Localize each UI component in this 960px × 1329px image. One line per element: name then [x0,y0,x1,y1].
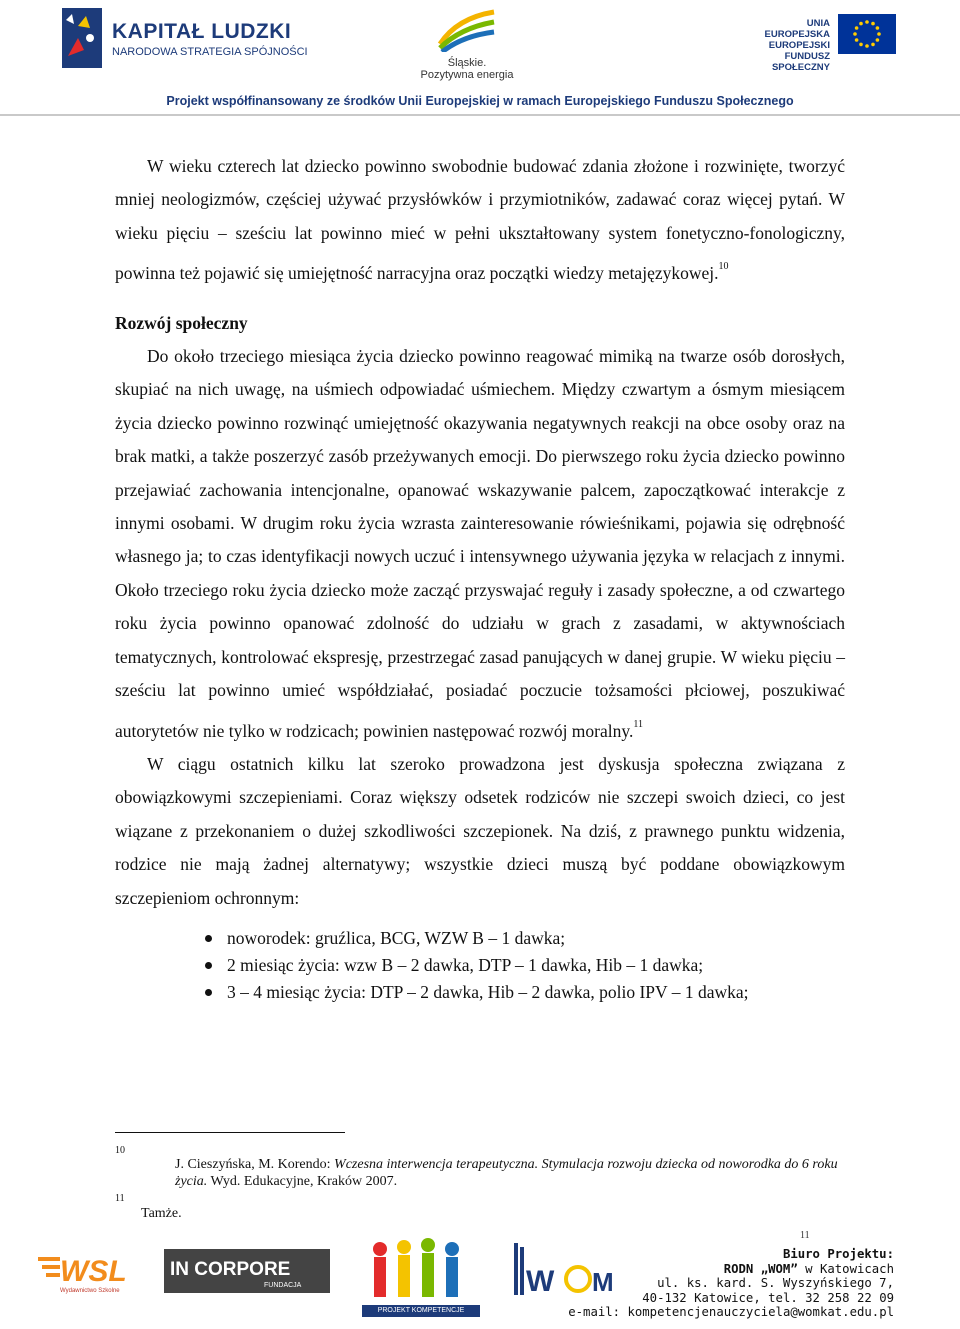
list-item: noworodek: gruźlica, BCG, WZW B – 1 dawka; [115,925,845,952]
header-divider [0,114,960,116]
eu-logo [740,14,920,73]
office-email: e-mail: kompetencjenauczyciela@womkat.edu.pl [568,1305,894,1320]
footnote-ref-11: 11 [633,718,644,730]
paragraph-vaccinations: W ciągu ostatnich kilku lat szeroko prowadzona jest dyskusja społeczna związana z obowiązkowymi szczepieniami. Coraz większy odsetek rodziców nie szczepi swoich dzieci, co jest wiązane z przekonaniem o dużej szkodliwości szczepionek. Na dziś, z prawnego punktu widzenia, rodzice nie mają żadnej alternatywy; wszystkie dzieci muszą być poddane obowiązkowym szczepieniom ochronnym: [115,753,845,908]
list-item: 2 miesiąc życia: wzw B – 2 dawka, DTP – 1 dawka, Hib – 1 dawka; [115,952,845,979]
footnote-10-authors: J. Cieszyńska, M. Korendo: [175,1157,331,1172]
office-line-1: RODN „WOM” w Katowicach [723,1261,894,1276]
paragraph-social-development [115,340,845,748]
wsl-logo [38,1247,150,1295]
footnote-10-title: Wczesna interwencja terapeutyczna. Stymulacja rozwoju dziecka od noworodka do 6 roku życia. [175,1157,838,1189]
in-corpore-name: IN CORPORE [170,1259,291,1280]
paragraph-1-text: W wieku czterech lat dziecko powinno swobodnie budować zdania złożone i rozwinięte, tworzyć mniej neologizmów, częściej używać przysłówków i przymiotników, zadawać coraz więcej pytań. W wieku pięciu – sześciu lat powinno mieć w pełni ukształtowany system fonetyczno-fonologiczny, powinna też pojawić się umiejętność narracyjna oraz początki wiedzy metajęzykowej. [115,156,845,284]
office-address: ul. ks. kard. S. Wyszyńskiego 7, [657,1276,894,1291]
kapital-ludzki-title: KAPITAŁ LUDZKI [112,20,292,43]
document-body [115,150,845,1006]
page-footer [0,1235,960,1326]
list-item: 3 – 4 miesiąc życia: DTP – 2 dawka, Hib – 2 dawka, polio IPV – 1 dawka; [115,979,845,1006]
slaskie-tagline: Pozytywna energia [420,69,514,81]
office-phone: 40-132 Katowice, tel. 32 258 22 09 [642,1290,894,1305]
footnote-ref-10: 10 [718,261,729,273]
eu-line-3: FUNDUSZ SPOŁECZNY [771,51,830,73]
slaskie-waves-icon [432,6,502,52]
project-office-info [568,1247,894,1320]
slaskie-name: Śląskie. [447,57,487,69]
eu-line-1: UNIA EUROPEJSKA [764,18,830,40]
kapital-ludzki-logo [62,8,362,70]
paragraph-speech-development [115,150,845,291]
wsl-logo-icon [38,1247,150,1295]
office-title: Biuro Projektu: [782,1247,894,1261]
paragraph-2-text: Do około trzeciego miesiąca życia dziecko powinno reagować mimiką na twarze osób dorosłych, skupiać na nich uwagę, na uśmiech odpowiadać uśmiechem. Między czwartym a ósmym miesiącem życia dziecko powinno rozwinąć umiejętność okazywania negatywnych reakcji na obce osoby oraz na brak matki, a także poszerzyć zasób przeżywanych emocji. Do pierwszego roku życia dziecko powinno przejawiać zachowania intencjonalne, opanować wskazywanie palcem, zapoczątkować interakcje z innymi osobami. W drugim roku życia wzrasta zainteresowanie rówieśnikami, pojawia się odrębność własnego ja; to czas identyfikacji nowych uczuć i intensywnego używania języka w relacjach z innymi. Około trzeciego roku życia dziecko może zacząć przyswajać reguły i zasady społeczne, a od czwartego roku życia powinno opanować zdolność do udziału w grach z zasadami, w aktywnościach tematycznych, kontrolować ekspresję, przestrzegać zasad panujących w danej grupie. W wieku pięciu – sześciu lat powinno umieć współdziałać, posiadać poczucie tożsamości płciowej, poszukiwać autorytetów nie tylko w rodzicach; powinien następować rozwój moralny. [115,346,845,741]
vaccination-list [115,925,845,1006]
footnote-11-text: Tamże. [141,1206,182,1221]
eu-line-2: EUROPEJSKI [768,40,830,51]
eu-flag-icon [838,14,896,54]
slaskie-logo [412,6,522,80]
page-header [0,0,960,120]
in-corpore-logo [164,1249,330,1293]
section-heading: Rozwój społeczny [115,312,248,333]
footnote-divider [115,1132,345,1133]
kapital-ludzki-subtitle: NARODOWA STRATEGIA SPÓJNOŚCI [112,46,308,58]
kapital-ludzki-flag-icon [62,8,102,68]
footnote-10 [115,1142,845,1190]
project-label: PROJEKT KOMPETENCJE NAUCZYCIELA [362,1305,480,1317]
svg-text:W: W [526,1265,555,1298]
footnote-11-number: 11 [115,1193,125,1204]
footnote-10-publisher: Wyd. Edukacyjne, Kraków 2007. [210,1174,398,1189]
svg-text:WSL: WSL [60,1255,127,1288]
wsl-subtitle: Wydawnictwo Szkolne [60,1288,120,1294]
footnote-11 [115,1190,845,1222]
svg-text:M: M [592,1267,614,1297]
in-corpore-subtitle: FUNDACJA [264,1282,302,1289]
cofinancing-caption: Projekt współfinansowany ze środków Unii Europejskiej w ramach Europejskiego Funduszu Społecznego [166,94,794,108]
footnote-10-number: 10 [115,1145,125,1156]
page-number: 11 [800,1230,810,1241]
